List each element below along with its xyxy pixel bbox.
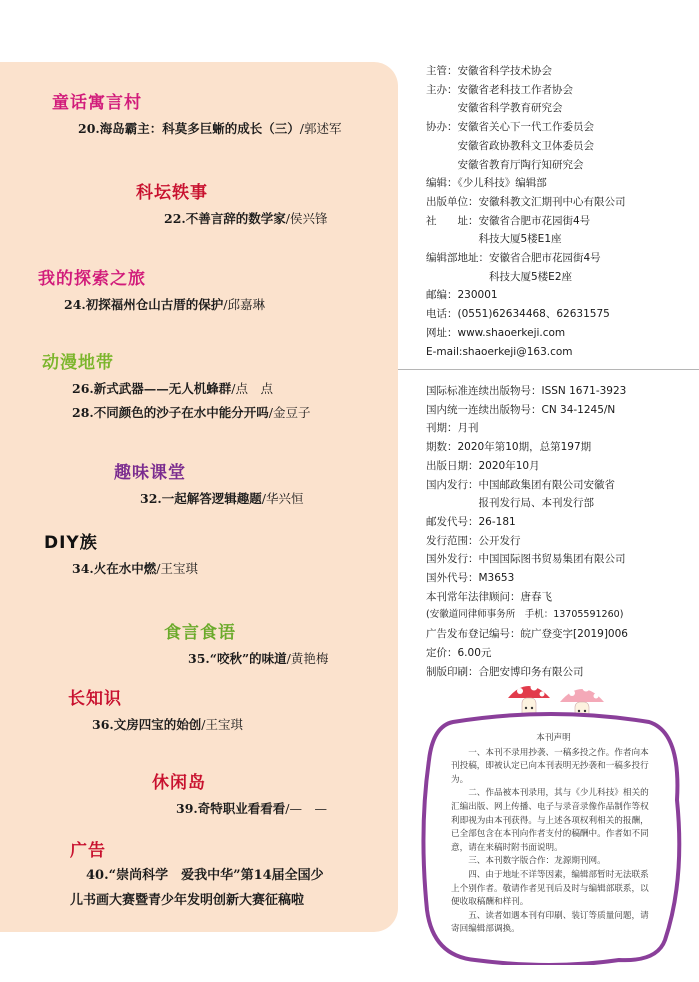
publication-info xyxy=(426,382,696,681)
website-link[interactable]: 网址：www.shaoerkeji.com xyxy=(426,326,566,339)
toc-entry[interactable]: 32.一起解答逻辑趣题/华兴恒 xyxy=(140,491,304,506)
section-title: 长知识 xyxy=(68,689,122,709)
masthead-info xyxy=(426,62,696,361)
email-link[interactable]: E-mail:shaoerkeji@163.com xyxy=(426,345,573,358)
info-line: 科技大厦5楼E2座 xyxy=(426,270,572,283)
info-line: 安徽省政协教科文卫体委员会 xyxy=(426,139,594,152)
notice-text xyxy=(451,732,656,937)
info-line: 编辑：《少儿科技》编辑部 xyxy=(426,177,547,190)
section-title: 动漫地带 xyxy=(42,353,114,373)
section-title: 休闲岛 xyxy=(152,773,206,793)
info-line: 安徽省科学教育研究会 xyxy=(426,102,563,115)
info-line: 报刊发行局、本刊发行部 xyxy=(426,497,594,510)
section-title: 广告 xyxy=(70,841,106,861)
section-title: 食言食语 xyxy=(164,623,236,643)
toc-entry[interactable]: 34.火在水中燃/王宝琪 xyxy=(72,561,198,576)
info-line: 电话：(0551)62634468、62631575 xyxy=(426,308,610,321)
info-line: 刊期：月刊 xyxy=(426,422,479,435)
section-title: 科坛轶事 xyxy=(136,183,208,203)
info-line: 邮编：230001 xyxy=(426,289,498,302)
toc-section-dongman xyxy=(42,348,310,421)
notice-paragraph: 四、由于地址不详等因素，编辑部暂时无法联系上个别作者。敬请作者见刊后及时与编辑部联系，以便收取稿酬和样刊。 xyxy=(451,869,649,908)
toc-section-tansuo xyxy=(38,264,265,313)
info-line: 科技大厦5楼E1座 xyxy=(426,233,562,246)
info-line: 期数：2020年第10期，总第197期 xyxy=(426,441,592,454)
toc-entry[interactable]: 40.“崇尚科学 爱我中华”第14届全国少 儿书画大赛暨青少年发明创新大赛征稿啦 xyxy=(70,868,324,908)
toc-section-shiyan xyxy=(164,618,328,667)
toc-entry[interactable]: 22.不善言辞的数学家/侯兴锋 xyxy=(164,211,328,226)
info-line: 制版印刷：合肥安博印务有限公司 xyxy=(426,665,584,678)
info-line: 国内统一连续出版物号：CN 34-1245/N xyxy=(426,403,616,416)
toc-entry[interactable]: 36.文房四宝的始创/王宝琪 xyxy=(92,717,243,732)
toc-entry[interactable]: 28.不同颜色的沙子在水中能分开吗/金豆子 xyxy=(72,405,311,420)
toc-section-xiuxian xyxy=(152,768,327,817)
info-line: 编辑部地址：安徽省合肥市花园街4号 xyxy=(426,252,601,265)
toc-section-guanggao xyxy=(70,836,324,913)
info-line: 广告发布登记编号：皖广登变字[2019]006 xyxy=(426,628,628,641)
info-line: 出版单位：安徽科教文汇期刊中心有限公司 xyxy=(426,195,626,208)
copyright-notice xyxy=(419,710,683,965)
notice-title: 本刊声明 xyxy=(536,733,571,743)
toc-section-diy xyxy=(44,528,198,577)
section-title: 趣味课堂 xyxy=(114,463,186,483)
info-line: 邮发代号：26-181 xyxy=(426,515,516,528)
info-divider xyxy=(398,369,699,370)
info-line: 定价：6.00元 xyxy=(426,646,492,659)
info-line: 主管：安徽省科学技术协会 xyxy=(426,65,552,77)
info-line: 安徽省教育厅陶行知研究会 xyxy=(426,158,584,171)
toc-section-zhangzhishi xyxy=(68,684,243,733)
section-title: 我的探索之旅 xyxy=(38,269,146,289)
section-title: 童话寓言村 xyxy=(52,93,142,113)
notice-paragraph: 三、本刊数字版合作：龙源期刊网。 xyxy=(468,856,606,867)
notice-paragraph: 五、读者如遇本刊有印刷、装订等质量问题，请寄回编辑部调换。 xyxy=(451,910,649,935)
toc-section-tonghua xyxy=(52,88,341,137)
toc-entry[interactable]: 26.新式武器——无人机蜂群/点 点 xyxy=(72,381,273,396)
toc-section-quwei xyxy=(114,458,303,507)
info-line: 国外发行：中国国际图书贸易集团有限公司 xyxy=(426,553,626,566)
info-line: 社 址：安徽省合肥市花园街4号 xyxy=(426,214,591,227)
toc-entry[interactable]: 24.初探福州仓山古厝的保护/邱嘉琳 xyxy=(64,297,265,312)
info-line: 发行范围：公开发行 xyxy=(426,534,521,547)
notice-paragraph: 二、作品被本刊录用，其与《少儿科技》相关的汇编出版、网上传播、电子与录音录像作品制作等权利即视为由本刊获得。与上述各项权利相关的报酬，已全部包含在本刊向作者支付的稿酬中。作者如不同意，请在来稿时附书面说明。 xyxy=(451,788,649,853)
info-line: 出版日期：2020年10月 xyxy=(426,459,540,472)
toc-entry[interactable]: 39.奇特职业看看看/— — xyxy=(176,801,327,816)
info-line: (安徽道同律师事务所 手机：13705591260) xyxy=(426,609,624,621)
toc-entry[interactable]: 35.“咬秋”的味道/黄艳梅 xyxy=(188,651,329,666)
info-line: 协办：安徽省关心下一代工作委员会 xyxy=(426,121,594,134)
info-line: 国内发行：中国邮政集团有限公司安徽省 xyxy=(426,478,615,491)
notice-paragraph: 一、本刊不录用抄袭、一稿多投之作。作者向本刊投稿，即被认定已向本刊表明无抄袭和一稿多投行为。 xyxy=(451,747,649,785)
toc-entry[interactable]: 20.海岛霸主：科莫多巨蜥的成长（三）/郭述军 xyxy=(78,121,342,136)
toc-section-ketan xyxy=(136,178,327,227)
info-line: 国外代号：M3653 xyxy=(426,572,515,585)
section-title: DIY族 xyxy=(44,533,98,553)
info-line: 主办：安徽省老科技工作者协会 xyxy=(426,83,573,96)
info-line: 本刊常年法律顾问：唐春飞 xyxy=(426,590,552,603)
info-line: 国际标准连续出版物号：ISSN 1671-3923 xyxy=(426,385,627,397)
